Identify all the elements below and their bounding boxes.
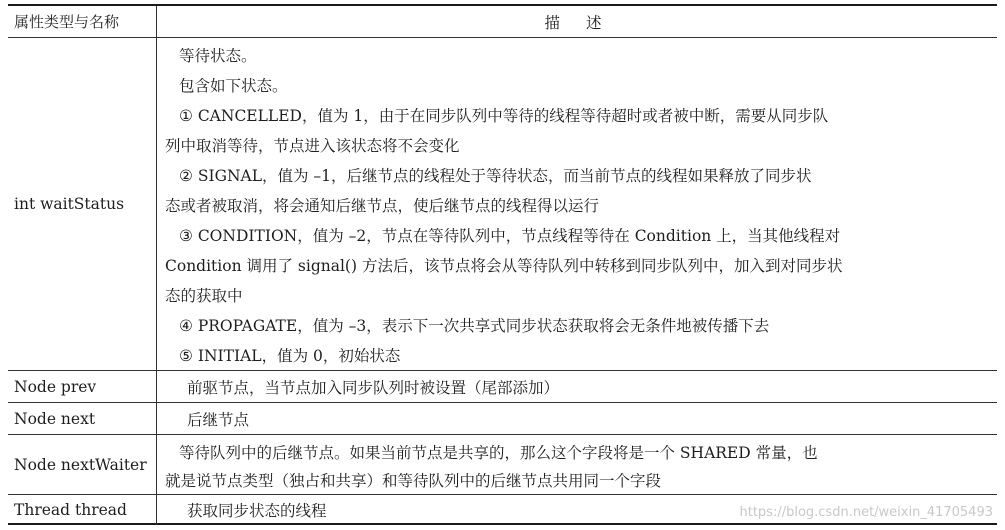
attribute-table — [8, 4, 997, 525]
description-line: 态或者被取消，将会通知后继节点，使后继节点的线程得以运行 — [165, 197, 600, 215]
description-line: ⑤ INITIAL，值为 0，初始状态 — [179, 347, 401, 365]
description-line: ① CANCELLED，值为 1，由于在同步队列中等待的线程等待超时或者被中断，需要从同步队 — [179, 107, 829, 125]
attribute-name: Node nextWaiter — [8, 435, 157, 494]
attribute-description — [157, 38, 997, 370]
attribute-description — [157, 435, 997, 494]
description-line: 列中取消等待，节点进入该状态将不会变化 — [165, 137, 460, 155]
attribute-name: int waitStatus — [8, 38, 157, 370]
description-line: 态的获取中 — [165, 287, 243, 305]
attribute-name: Node prev — [8, 371, 157, 402]
table-row — [8, 403, 997, 435]
table-header-row — [8, 6, 997, 38]
description-line: 就是说节点类型（独占和共享）和等待队列中的后继节点共用同一个字段 — [165, 472, 662, 490]
description-line: Condition 调用了 signal() 方法后，该节点将会从等待队列中转移到同步队列中，加入到对同步状 — [165, 257, 843, 275]
table-row — [8, 38, 997, 371]
description-line: ③ CONDITION，值为 –2，节点在等待队列中，节点线程等待在 Condition 上，当其他线程对 — [179, 227, 841, 245]
attribute-name: Node next — [8, 403, 157, 434]
watermark-text: https://blog.csdn.net/weixin_41705493 — [739, 505, 993, 520]
header-description-column: 描述 — [544, 13, 628, 32]
header-name-column: 属性类型与名称 — [8, 6, 157, 37]
attribute-description: 后继节点 — [187, 410, 250, 429]
description-line: 包含如下状态。 — [179, 77, 288, 95]
description-line: 等待状态。 — [179, 47, 257, 65]
table-row — [8, 435, 997, 495]
table-row — [8, 371, 997, 403]
attribute-description: 获取同步状态的线程 — [187, 502, 327, 520]
description-line: ④ PROPAGATE，值为 –3，表示下一次共享式同步状态获取将会无条件地被传播下去 — [179, 317, 770, 335]
description-line: 等待队列中的后继节点。如果当前节点是共享的，那么这个字段将是一个 SHARED 常量，也 — [179, 444, 818, 462]
description-line: ② SIGNAL，值为 –1，后继节点的线程处于等待状态，而当前节点的线程如果释放了同步状 — [179, 167, 812, 185]
attribute-name: Thread thread — [8, 495, 157, 525]
attribute-description: 前驱节点，当节点加入同步队列时被设置（尾部添加） — [187, 378, 560, 397]
